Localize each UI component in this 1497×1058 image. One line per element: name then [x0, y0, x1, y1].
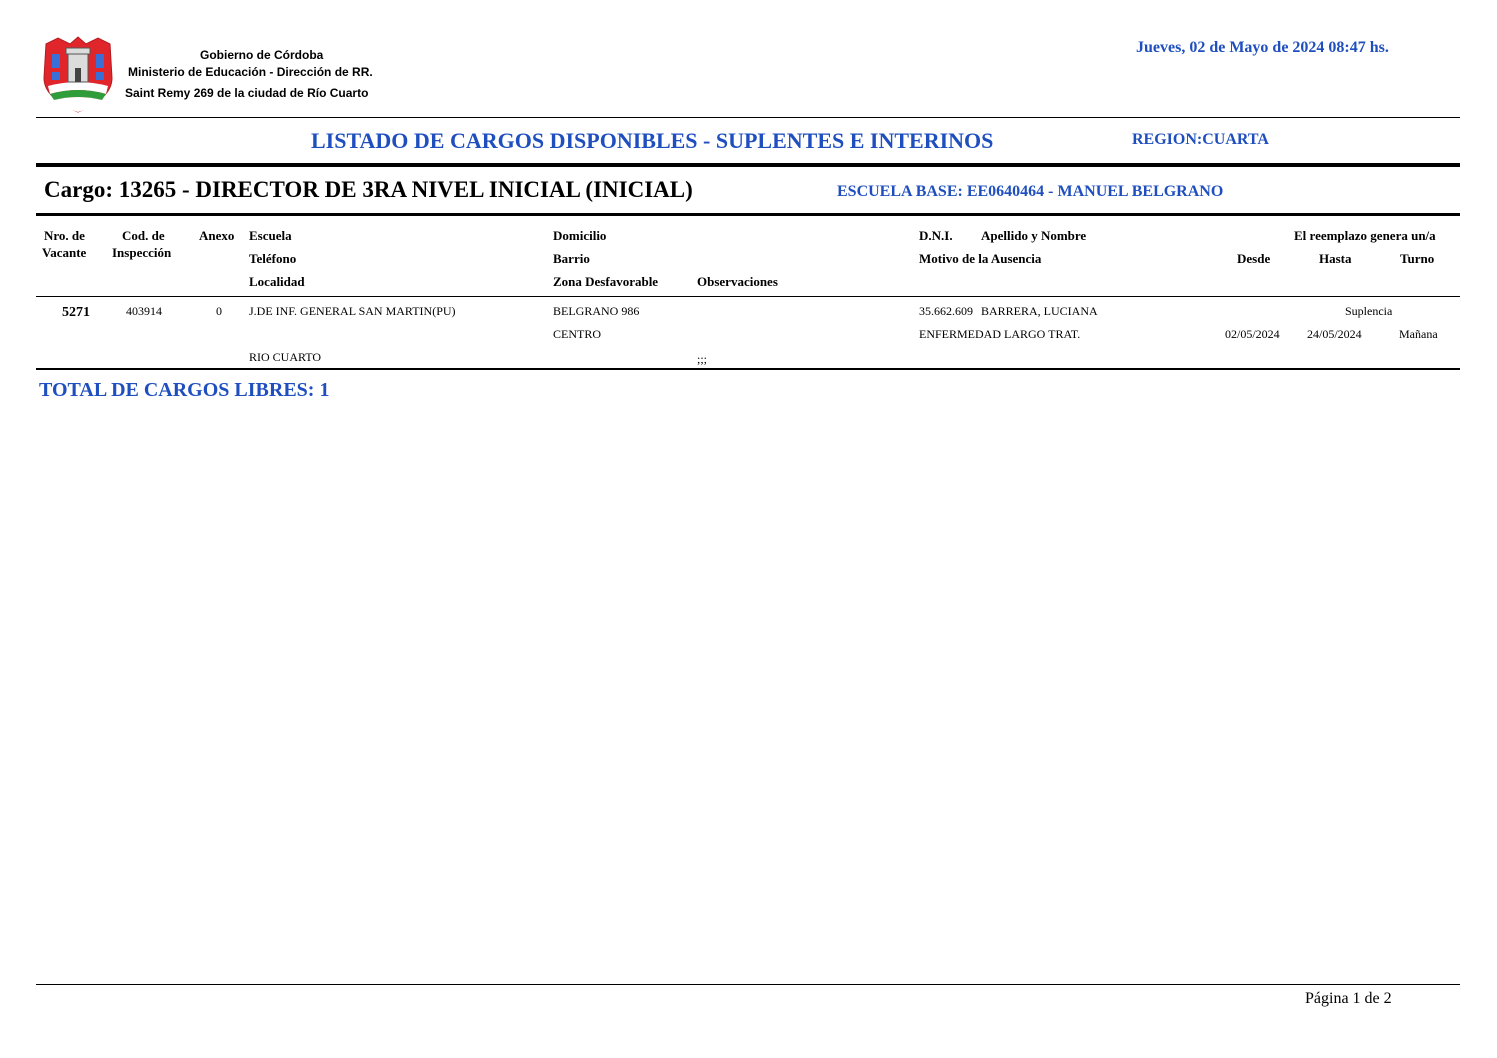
cell-domicilio: BELGRANO 986: [553, 304, 640, 318]
cell-apellido: BARRERA, LUCIANA: [981, 304, 1098, 318]
office-address: Saint Remy 269 de la ciudad de Río Cuarto: [125, 86, 369, 100]
cell-reemplazo: Suplencia: [1345, 304, 1393, 318]
report-datetime: Jueves, 02 de Mayo de 2024 08:47 hs.: [1136, 39, 1389, 56]
cell-hasta: 24/05/2024: [1307, 327, 1362, 341]
header-row-divider: [36, 296, 1460, 297]
col-vacante: Vacante: [42, 245, 87, 260]
cell-escuela: J.DE INF. GENERAL SAN MARTIN(PU): [249, 304, 456, 318]
col-cod-de: Cod. de: [122, 228, 165, 243]
cell-anexo: 0: [216, 304, 222, 318]
cargo-heading: Cargo: 13265 - DIRECTOR DE 3RA NIVEL INICIAL (INICIAL): [44, 177, 693, 202]
cell-barrio: CENTRO: [553, 327, 601, 341]
cell-vacante: 5271: [62, 305, 90, 320]
cell-localidad: RIO CUARTO: [249, 350, 322, 364]
col-apellido-nombre: Apellido y Nombre: [981, 228, 1087, 243]
total-cargos-libres: TOTAL DE CARGOS LIBRES: 1: [39, 379, 330, 401]
col-escuela: Escuela: [249, 228, 292, 243]
cell-motivo: ENFERMEDAD LARGO TRAT.: [919, 327, 1081, 341]
cell-turno: Mañana: [1399, 327, 1438, 341]
header-divider: [36, 117, 1460, 118]
cell-observaciones: ;;;: [697, 352, 708, 366]
col-anexo: Anexo: [199, 228, 235, 243]
report-title: LISTADO DE CARGOS DISPONIBLES - SUPLENTES E INTERINOS: [311, 128, 994, 153]
escuela-base: ESCUELA BASE: EE0640464 - MANUEL BELGRANO: [837, 183, 1224, 200]
col-zona-desfavorable: Zona Desfavorable: [553, 274, 659, 289]
cell-dni: 35.662.609: [919, 304, 973, 318]
footer-divider: [36, 984, 1460, 985]
col-inspeccion: Inspección: [112, 245, 172, 260]
ministry-name: Ministerio de Educación - Dirección de RR.: [128, 65, 373, 79]
region-label: REGION:CUARTA: [1132, 131, 1269, 148]
col-desde: Desde: [1237, 251, 1271, 266]
title-divider: [36, 163, 1460, 167]
cargo-divider: [36, 213, 1460, 216]
col-reemplazo: El reemplazo genera un/a: [1294, 228, 1436, 243]
col-hasta: Hasta: [1319, 251, 1352, 266]
col-telefono: Teléfono: [249, 251, 297, 266]
col-motivo-ausencia: Motivo de la Ausencia: [919, 251, 1042, 266]
col-turno: Turno: [1400, 251, 1435, 266]
col-localidad: Localidad: [249, 274, 305, 289]
col-observaciones: Observaciones: [697, 274, 778, 289]
government-name: Gobierno de Córdoba: [200, 48, 324, 62]
cordoba-crest-logo: [40, 34, 116, 114]
cell-desde: 02/05/2024: [1225, 327, 1280, 341]
col-dni: D.N.I.: [919, 228, 953, 243]
page-number: Página 1 de 2: [1305, 990, 1392, 1007]
col-barrio: Barrio: [553, 251, 590, 266]
table-bottom-divider: [36, 368, 1460, 370]
col-nro-de: Nro. de: [44, 228, 85, 243]
col-domicilio: Domicilio: [553, 228, 607, 243]
cell-inspeccion: 403914: [126, 304, 162, 318]
